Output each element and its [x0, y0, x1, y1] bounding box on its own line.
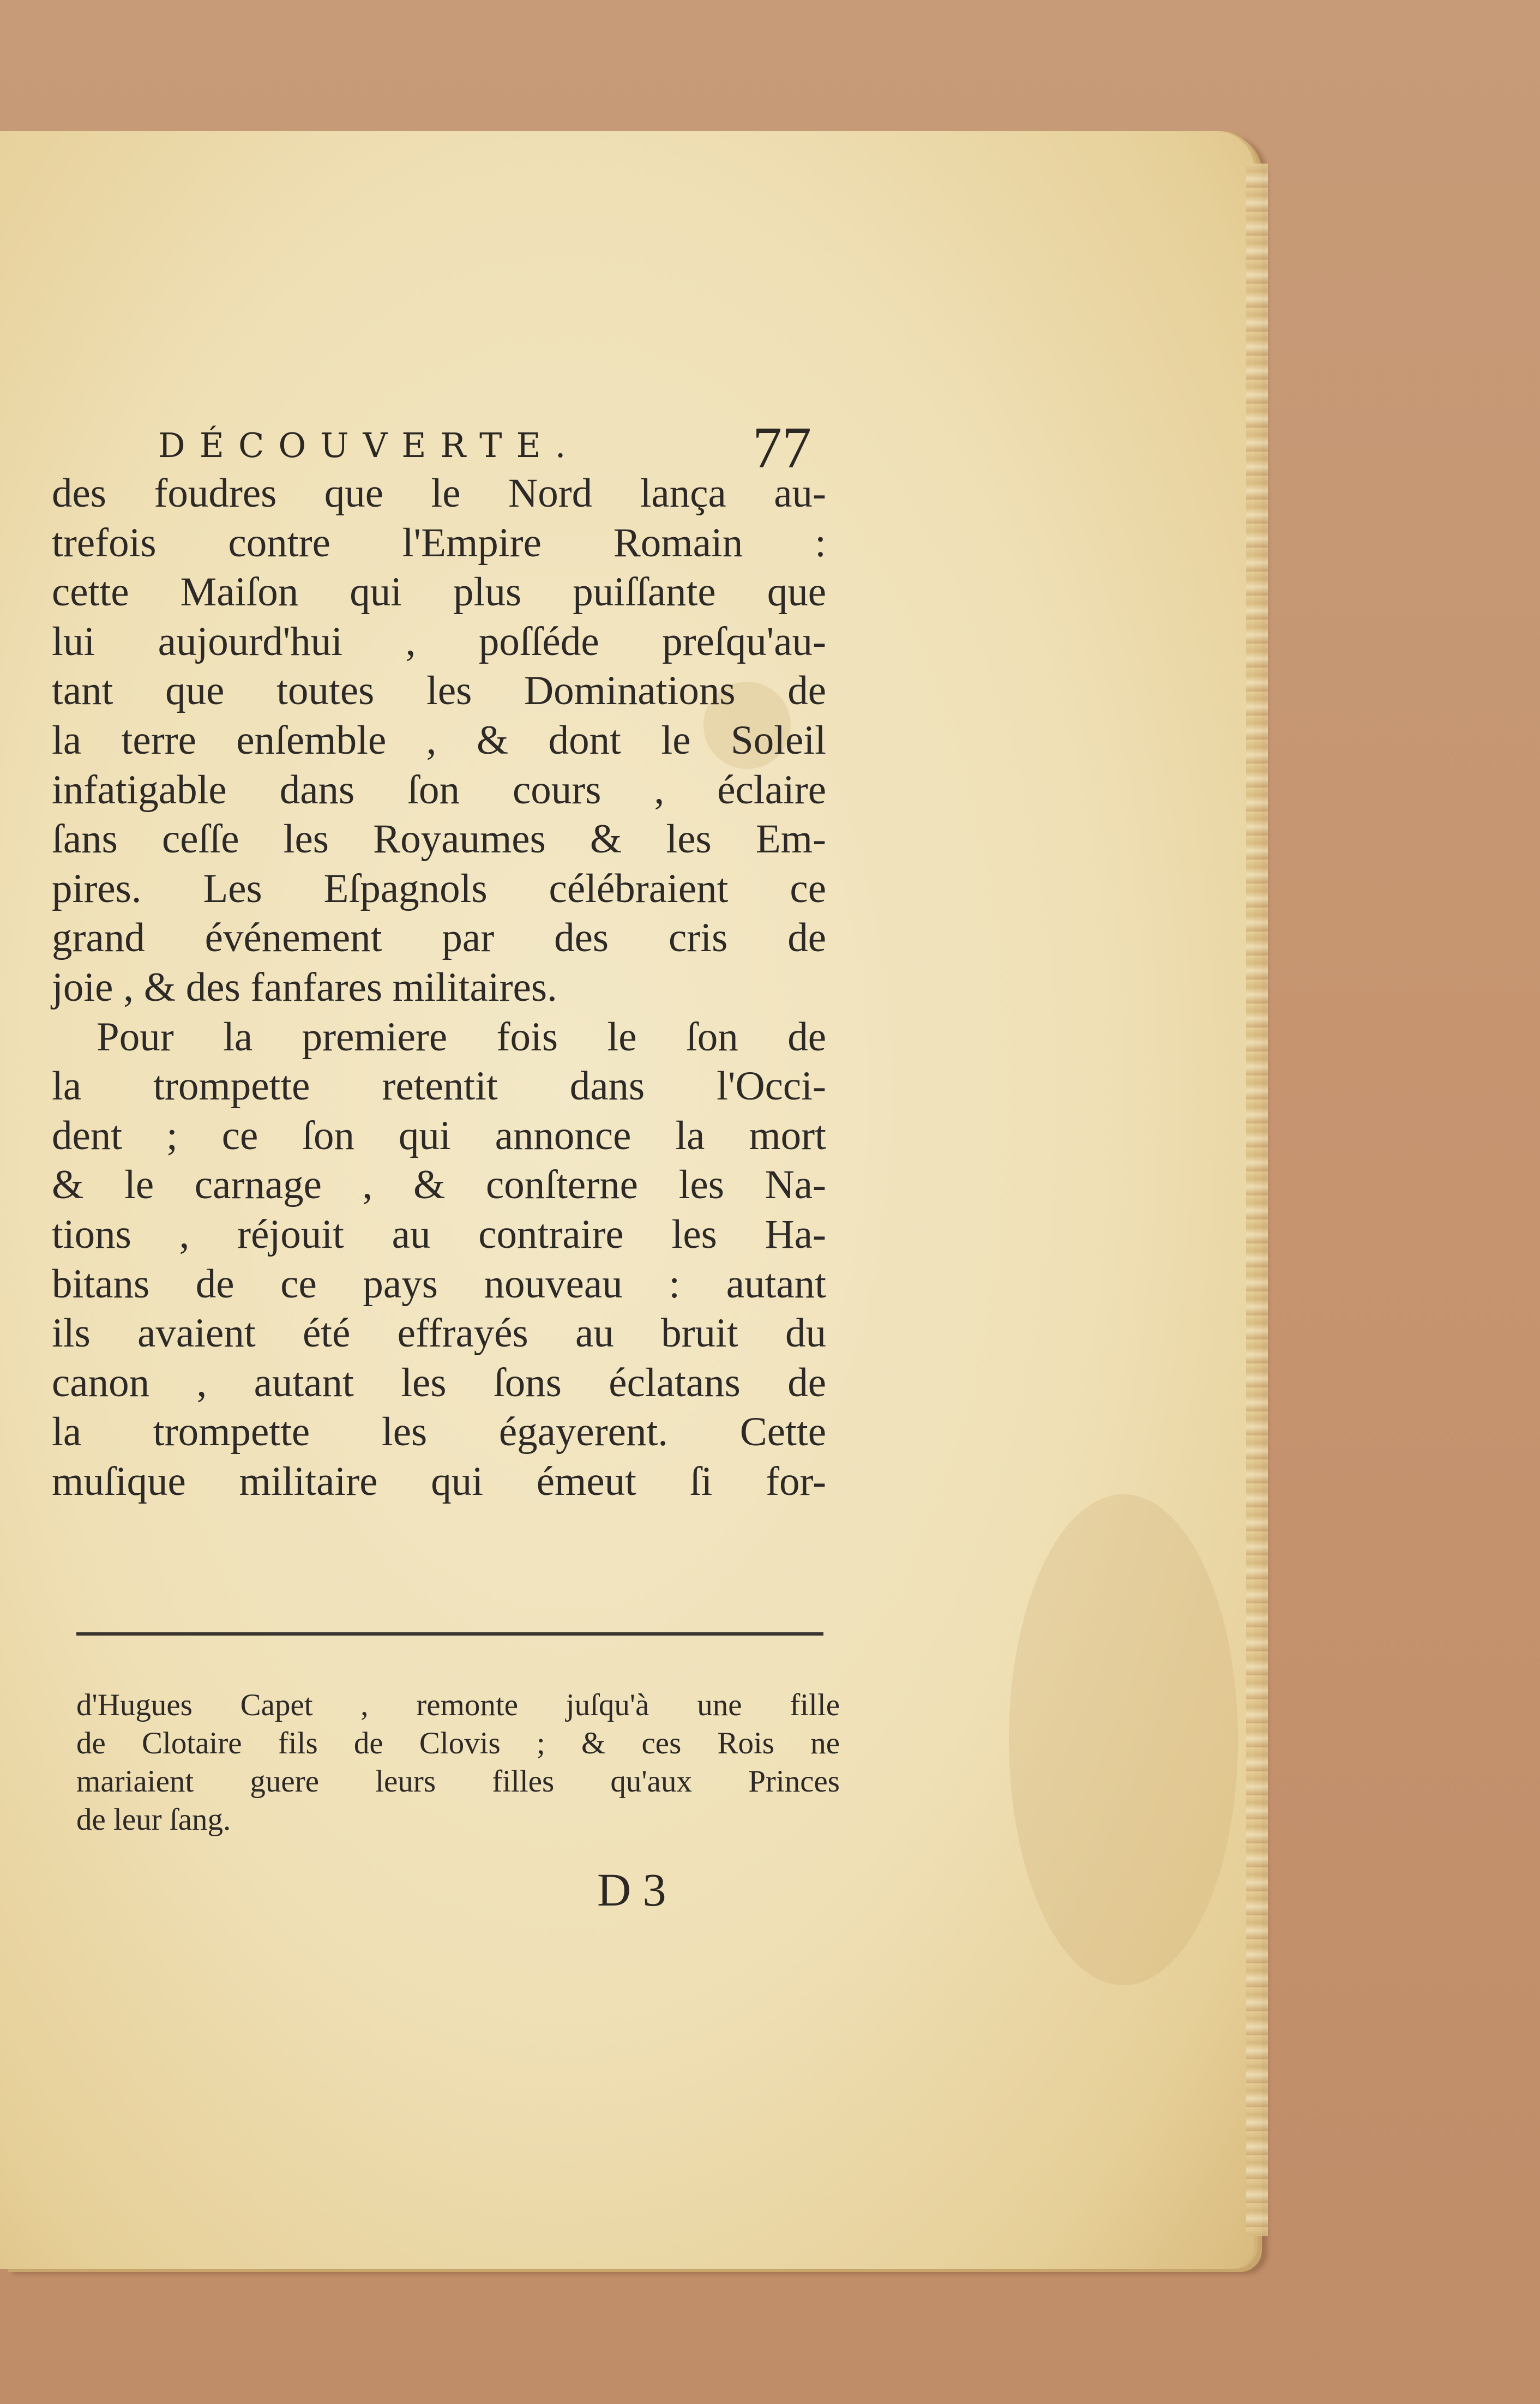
text-line: des foudres que le Nord lança au- [52, 471, 826, 516]
footnote-line: de leur ſang. [76, 1802, 231, 1837]
text-line: cette Maiſon qui plus puiſſante que [52, 569, 826, 615]
text-line: la trompette les égayerent. Cette [52, 1409, 826, 1455]
text-line: canon , autant les ſons éclatans de [52, 1360, 826, 1405]
text-line: lui aujourd'hui , poſſéde preſqu'au- [52, 618, 826, 664]
text-line: la trompette retentit dans l'Occi- [52, 1063, 826, 1109]
text-line: ſans ceſſe les Royaumes & les Em- [52, 816, 826, 862]
running-head: DÉCOUVERTE. [158, 425, 580, 465]
text-line: tions , réjouit au contraire les Ha- [52, 1211, 826, 1257]
text-line: tant que toutes les Dominations de [52, 668, 826, 714]
paragraph-start-line: Pour la premiere fois le ſon de [97, 1014, 826, 1060]
book-page [0, 131, 1254, 2269]
text-line: ils avaient été effrayés au bruit du [52, 1311, 826, 1356]
text-line: la terre enſemble , & dont le Soleil [52, 717, 826, 763]
text-line: & le carnage , & conſterne les Na- [52, 1162, 826, 1208]
footnote-line: de Clotaire fils de Clovis ; & ces Rois ne [76, 1726, 840, 1760]
footnote-line: d'Hugues Capet , remonte juſqu'à une fille [76, 1688, 840, 1722]
text-line: pires. Les Eſpagnols célébraient ce [52, 866, 826, 911]
text-line: trefois contre l'Empire Romain : [52, 520, 826, 566]
page-fore-edge [1246, 164, 1268, 2236]
text-line: bitans de ce pays nouveau : autant [52, 1261, 826, 1307]
text-line: infatigable dans ſon cours , éclaire [52, 767, 826, 813]
signature-mark: D 3 [597, 1864, 666, 1916]
text-line: grand événement par des cris de [52, 915, 826, 961]
main-text [52, 469, 826, 1506]
text-line: joie , & des fanfares militaires. [52, 964, 557, 1010]
paper-stain [1009, 1494, 1238, 1985]
footnote [76, 1686, 840, 1839]
footnote-line: mariaient guere leurs filles qu'aux Princes [76, 1764, 840, 1799]
page-number: 77 [753, 416, 811, 480]
text-line: muſique militaire qui émeut ſi for- [52, 1458, 826, 1504]
text-line: dent ; ce ſon qui annonce la mort [52, 1113, 826, 1158]
footnote-rule [76, 1632, 823, 1636]
